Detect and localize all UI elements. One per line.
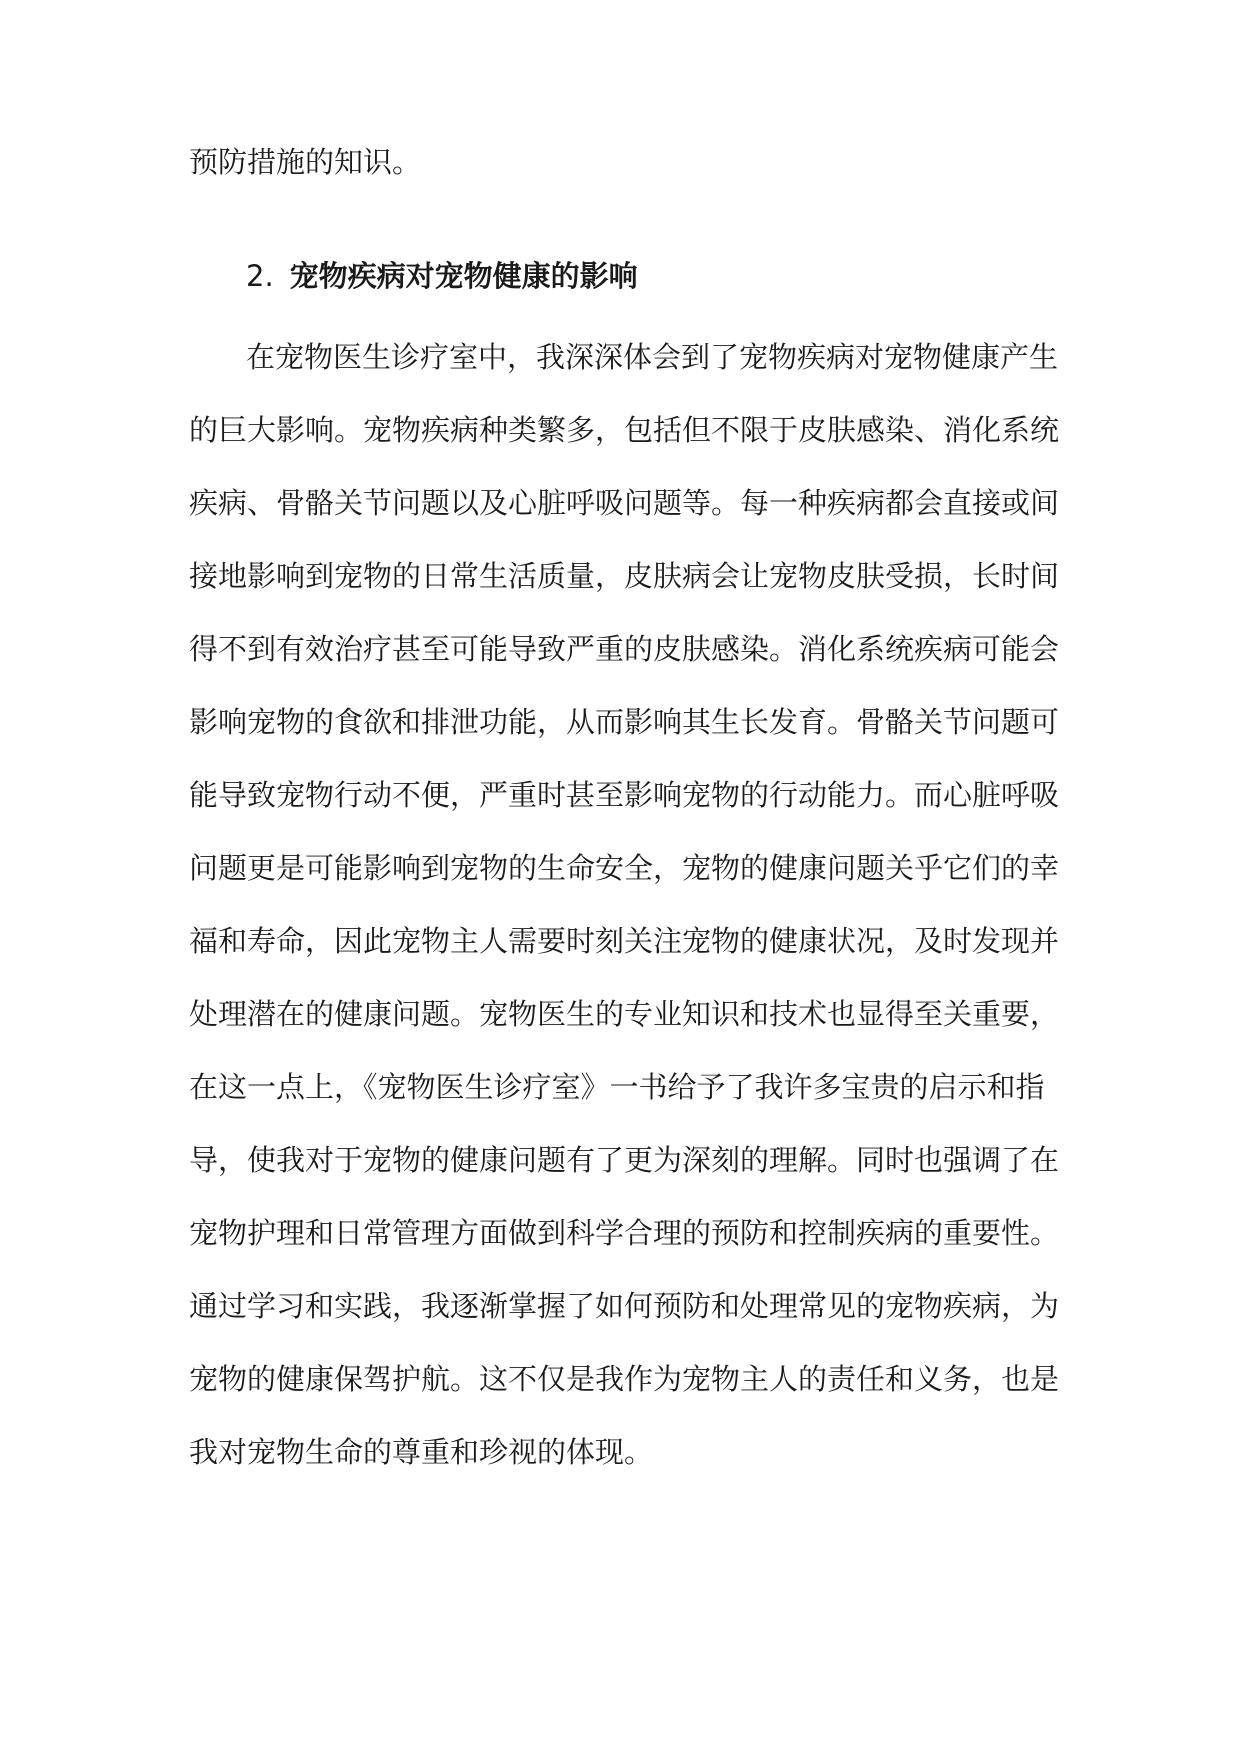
paragraph-line: 在宠物医生诊疗室中，我深深体会到了宠物疾病对宠物健康产生	[246, 340, 1059, 374]
paragraph-line: 得不到有效治疗甚至可能导致严重的皮肤感染。消化系统疾病可能会	[189, 632, 1060, 666]
paragraph-line: 在这一点上，《宠物医生诊疗室》一书给予了我许多宝贵的启示和指	[189, 1070, 1045, 1104]
paragraph-line: 接地影响到宠物的日常生活质量，皮肤病会让宠物皮肤受损，长时间	[189, 559, 1060, 593]
paragraph-line: 疾病、骨骼关节问题以及心脏呼吸问题等。每一种疾病都会直接或间	[189, 486, 1060, 520]
paragraph-line: 我对宠物生命的尊重和珍视的体现。	[189, 1435, 654, 1469]
intro-line: 预防措施的知识。	[189, 145, 422, 179]
paragraph-line: 能导致宠物行动不便，严重时甚至影响宠物的行动能力。而心脏呼吸	[189, 778, 1060, 812]
paragraph-line: 通过学习和实践，我逐渐掌握了如何预防和处理常见的宠物疾病，为	[189, 1289, 1060, 1323]
section-title: 宠物疾病对宠物健康的影响	[289, 259, 638, 293]
paragraph-line: 导，使我对于宠物的健康问题有了更为深刻的理解。同时也强调了在	[189, 1143, 1060, 1177]
paragraph-line: 宠物的健康保驾护航。这不仅是我作为宠物主人的责任和义务，也是	[189, 1362, 1060, 1396]
paragraph-line: 影响宠物的食欲和排泄功能，从而影响其生长发育。骨骼关节问题可	[189, 705, 1060, 739]
section-number: 2.	[246, 259, 274, 293]
paragraph-line: 的巨大影响。宠物疾病种类繁多，包括但不限于皮肤感染、消化系统	[189, 413, 1060, 447]
paragraph-line: 福和寿命，因此宠物主人需要时刻关注宠物的健康状况，及时发现并	[189, 924, 1060, 958]
paragraph-line: 宠物护理和日常管理方面做到科学合理的预防和控制疾病的重要性。	[189, 1216, 1060, 1250]
paragraph-line: 处理潜在的健康问题。宠物医生的专业知识和技术也显得至关重要，	[189, 997, 1060, 1031]
paragraph-line: 问题更是可能影响到宠物的生命安全，宠物的健康问题关乎它们的幸	[189, 851, 1060, 885]
section-heading	[246, 256, 638, 296]
